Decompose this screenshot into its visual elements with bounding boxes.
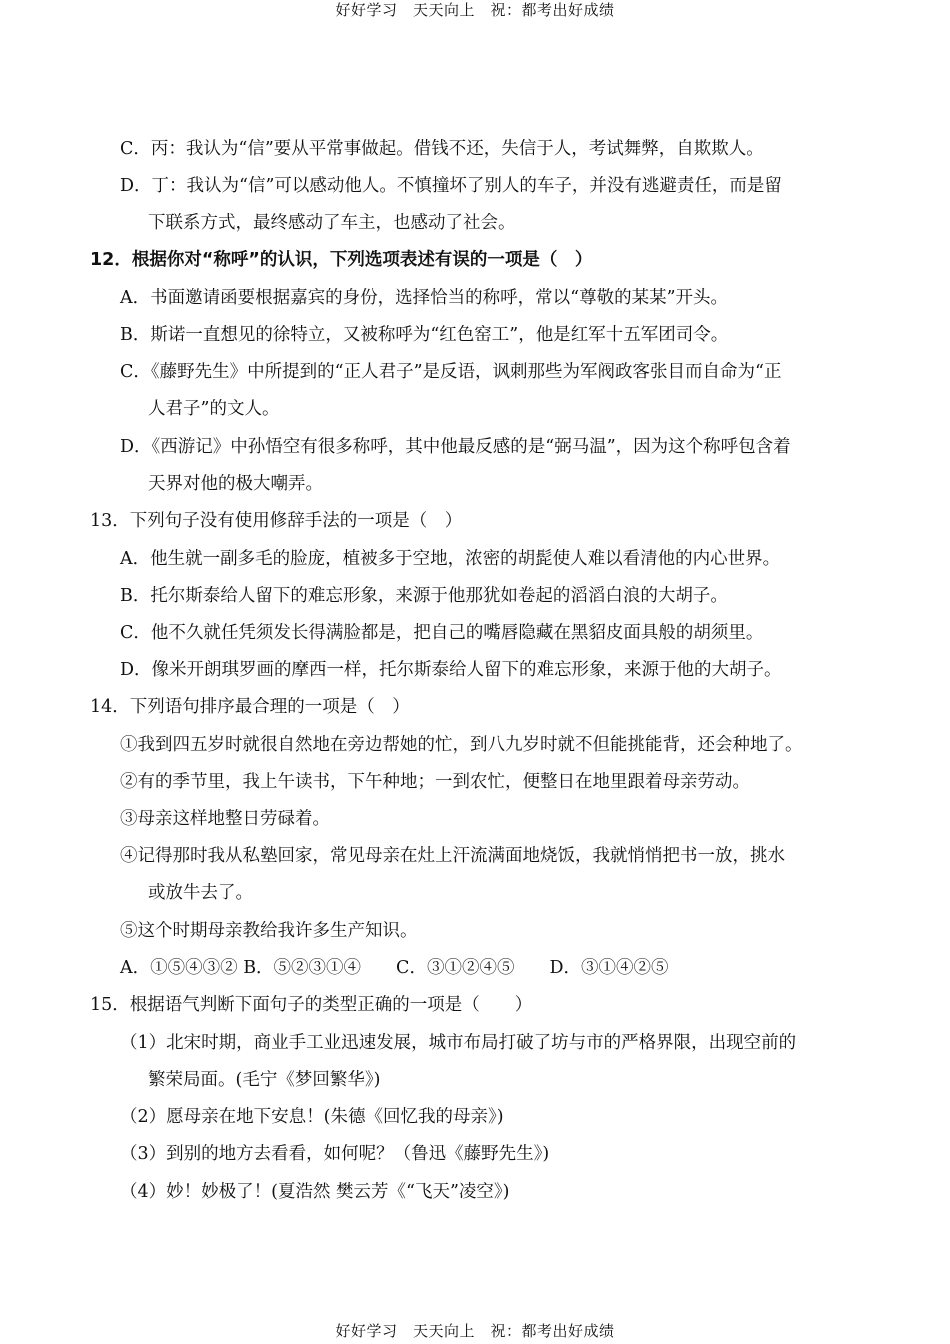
- q12-option-c-continued: 人君子”的文人。: [148, 399, 280, 419]
- q15-sentence-3: （3）到别的地方去看看，如何呢？（鲁迅《藤野先生》): [120, 1144, 550, 1164]
- q14-sentence-4-continued: 或放牛去了。: [148, 883, 253, 903]
- q12-option-d-continued: 天界对他的极大嘲弄。: [148, 474, 323, 494]
- q12-option-a: A．书面邀请函要根据嘉宾的身份，选择恰当的称呼，常以“尊敬的某某”开头。: [120, 288, 729, 308]
- q14-sentence-2: ②有的季节里，我上午读书，下午种地；一到农忙，便整日在地里跟着母亲劳动。: [120, 772, 750, 792]
- q15-sentence-1-continued: 繁荣局面。(毛宁《梦回繁华》): [148, 1070, 381, 1090]
- q13-option-c: C．他不久就任凭须发长得满脸都是，把自己的嘴唇隐藏在黑貂皮面具般的胡须里。: [120, 623, 764, 643]
- q13-option-b: B．托尔斯泰给人留下的难忘形象，来源于他那犹如卷起的滔滔白浪的大胡子。: [120, 586, 728, 606]
- q13-option-d: D．像米开朗琪罗画的摩西一样，托尔斯泰给人留下的难忘形象，来源于他的大胡子。: [120, 660, 782, 680]
- q15-sentence-4: （4）妙！妙极了！(夏浩然 樊云芳《“飞天”凌空》): [120, 1182, 510, 1202]
- q14-sentence-1: ①我到四五岁时就很自然地在旁边帮她的忙，到八九岁时就不但能挑能背，还会种地了。: [120, 735, 803, 755]
- q11-option-c: C．丙：我认为“信”要从平常事做起。借钱不还，失信于人，考试舞弊，自欺欺人。: [120, 139, 764, 159]
- q14-sentence-4: ④记得那时我从私塾回家，常见母亲在灶上汗流满面地烧饭，我就悄悄把书一放，挑水: [120, 846, 785, 866]
- q14-choices: A．①⑤④③② B．⑤②③①④ C．③①②④⑤ D．③①④②⑤: [120, 958, 669, 978]
- q11-option-d: D．丁：我认为“信”可以感动他人。不慎撞坏了别人的车子，并没有逃避责任，而是留: [120, 176, 782, 196]
- q13-stem: 13．下列句子没有使用修辞手法的一项是（ ）: [90, 511, 463, 531]
- q14-sentence-3: ③母亲这样地整日劳碌着。: [120, 809, 330, 829]
- q14-stem: 14．下列语句排序最合理的一项是（ ）: [90, 697, 410, 717]
- q15-sentence-1: （1）北宋时期，商业手工业迅速发展，城市布局打破了坊与市的严格界限，出现空前的: [120, 1033, 797, 1053]
- q12-stem: 12．根据你对“称呼”的认识，下列选项表述有误的一项是（ ）: [90, 250, 593, 270]
- page-footer: 好好学习 天天向上 祝：都考出好成绩: [335, 1322, 615, 1340]
- q15-stem: 15．根据语气判断下面句子的类型正确的一项是（ ）: [90, 995, 533, 1015]
- q12-option-b: B．斯诺一直想见的徐特立，又被称呼为“红色窑工”，他是红军十五军团司令。: [120, 325, 729, 345]
- q15-sentence-2: （2）愿母亲在地下安息！(朱德《回忆我的母亲》): [120, 1107, 504, 1127]
- q14-sentence-5: ⑤这个时期母亲教给我许多生产知识。: [120, 921, 418, 941]
- q12-option-c: C．《藤野先生》中所提到的“正人君子”是反语，讽刺那些为军阀政客张目而自命为“正: [120, 362, 782, 382]
- q13-option-a: A．他生就一副多毛的脸庞，植被多于空地，浓密的胡髭使人难以看清他的内心世界。: [120, 549, 781, 569]
- q11-option-d-continued: 下联系方式，最终感动了车主，也感动了社会。: [148, 213, 516, 233]
- q12-option-d: D．《西游记》中孙悟空有很多称呼，其中他最反感的是“弼马温”，因为这个称呼包含着: [120, 437, 791, 457]
- page-header: 好好学习 天天向上 祝：都考出好成绩: [335, 1, 615, 19]
